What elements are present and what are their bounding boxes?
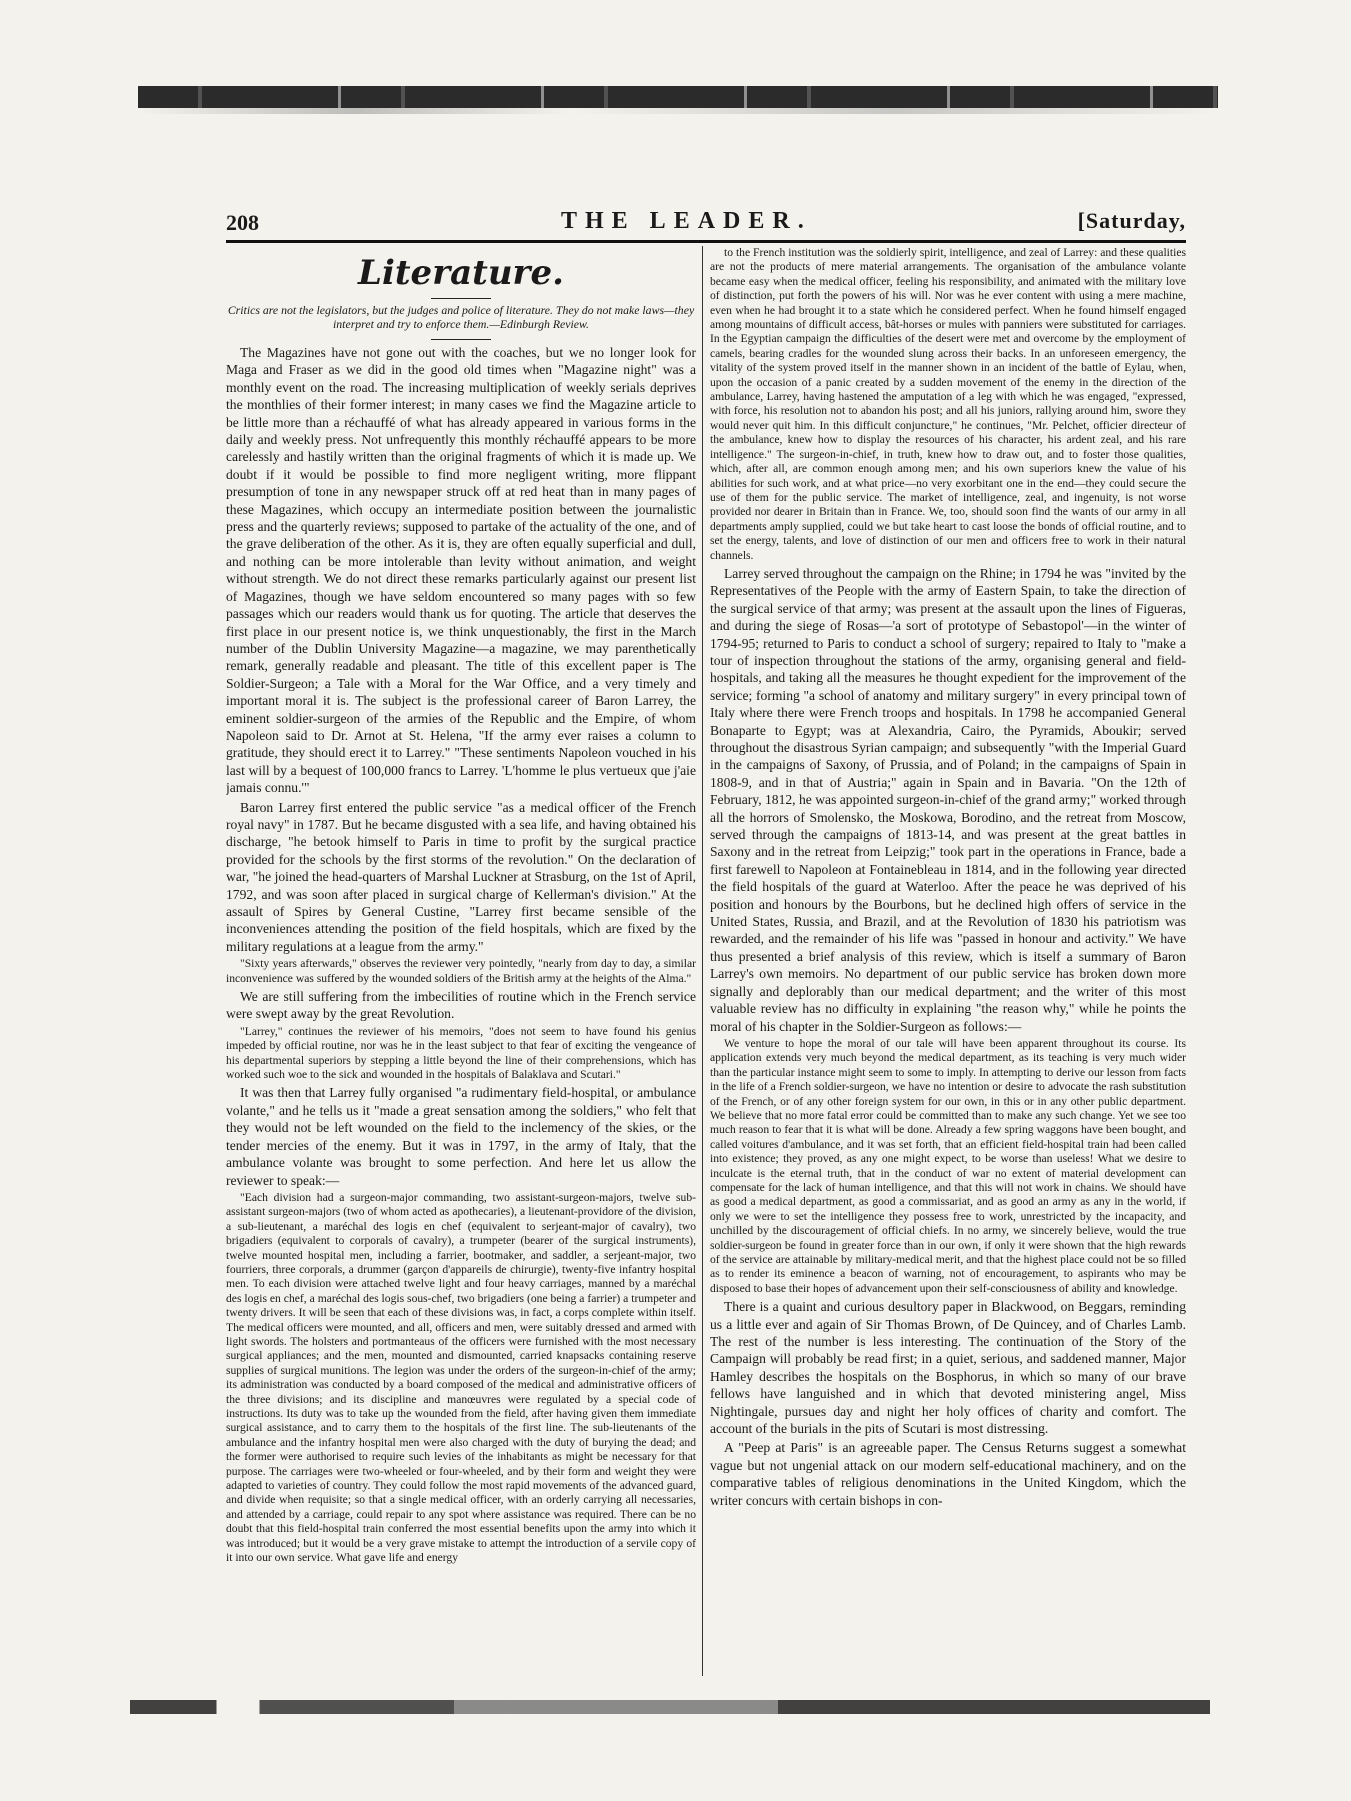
paragraph: A "Peep at Paris" is an agreeable paper. The Census Returns suggest a somewhat vague but not ungenial attack on our modern self-educational machinery, and on the comparative tables of religious denominations in the United Kingdom, which the writer concurs with certain bishops in con- bbox=[710, 1440, 1186, 1508]
newspaper-title: THE LEADER. bbox=[561, 208, 812, 234]
quoted-paragraph: "Each division had a surgeon-major commanding, two assistant-surgeon-majors, twelve sub-assistant surgeon-majors (two of whom acted as apothecaries), a lieutenant-providore of the division, a sub-lieutenant, a maréchal des logis en chef (equivalent to serjeant-major of cavalry), two brigadiers (equivalent to corporals of cavalry), a trumpeter (bearer of the surgical instruments), twelve mounted hospital men, including a farrier, bootmaker, and saddler, a serjeant-major, two fourriers, three corporals, a drummer (garçon d'appareils de chirurgie), twenty-five infantry hospital men. To each division were attached twelve light and four heavy carriages, manned by a maréchal des logis en chef, a maréchal des logis sous-chef, two brigadiers (one being a farrier) a trumpeter and twenty drivers. It will be seen that each of these divisions was, in fact, a corps complete within itself. The medical officers were mounted, and all, officers and men, were suitably dressed and armed with light swords. The holsters and portmanteaus of the officers were furnished with the most necessary surgical appliances; and the men, mounted and dismounted, carried knapsacks containing reserve supplies of surgical munitions. The legion was under the orders of the surgeon-in-chief of the army; its administration was conducted by a board composed of the medical and administrative officers of the three divisions; and its discipline and manœuvres were regulated by a special code of instructions. Its duty was to take up the wounded from the field, after having given them immediate surgical assistance, and to carry them to the hospitals of the first line. The sub-lieutenants of the ambulance and the infantry hospital men were also charged with the duty of burying the dead; and the former were authorised to require such levies of the inhabitants as might be necessary for that purpose. The carriages were two-wheeled or four-wheeled, and by their form and weight they were adapted to varieties of country. They could follow the most rapid movements of the advanced guard, and divide when requisite; so that a single medical officer, with an orderly carrying all necessaries, and attended by a carriage, could repair to any spot where assistance was required. There can be no doubt that this field-hospital train conferred the most essential benefits upon the army into which it was introduced; but it would be a very grave mistake to attempt the introduction of a servile copy of it into our own service. What gave life and energy bbox=[226, 1190, 696, 1565]
header-day: [Saturday, bbox=[1077, 208, 1186, 233]
scan-top-rule bbox=[138, 86, 1218, 108]
paragraph: It was then that Larrey fully organised "a rudimentary field-hospital, or ambulance volante," and he tells us it "made a great sensation among the soldiers," who felt that they would not be left wounded on the field to the inclemency of the skies, or the tender mercies of the enemy. But it was in 1797, in the army of Italy, that the ambulance volante was brought to some perfection. And here let us allow the reviewer to speak:— bbox=[226, 1085, 696, 1188]
section-title: Literature. bbox=[358, 253, 564, 293]
paragraph: We are still suffering from the imbecilities of routine which in the French service were swept away by the great Revolution. bbox=[226, 989, 696, 1022]
title-rule bbox=[431, 298, 491, 299]
column-divider bbox=[702, 246, 703, 1676]
paragraph: Larrey served throughout the campaign on the Rhine; in 1794 he was "invited by the Representatives of the People with the army of Eastern Spain, to take the direction of the surgical service of that army; was present at the assault upon the lines of Figueras, and during the siege of Rosas—'a sort of prototype of Sebastopol'—in the winter of 1794-95; returned to Paris to conduct a school of surgery; repaired to Italy to "make a tour of inspection throughout the stations of the army, organising general and field-hospitals, and taking all the measures he thought expedient for the improvement of the service; forming "a school of anatomy and military surgery" in every principal town of Italy where there were French troops and hospitals. In 1798 he accompanied General Bonaparte to Egypt; was at Alexandria, Cairo, the Pyramids, Aboukir; served throughout the disastrous Syrian campaign; and subsequently "with the Imperial Guard in the campaigns of Saxony, of Prussia, and of Poland; in the campaigns of Spain in 1808-9, and in that of Austria;" again in Spain and in Bavaria. "On the 12th of February, 1812, he was appointed surgeon-in-chief of the grand army;" worked through all the horrors of Smolensko, the Moskowa, Borodino, and the retreat from Moscow, served through the campaigns of 1813-14, and was present at the great battles in Saxony and in the retreat from Leipzig;" took part in the operations in France, bade a first farewell to Napoleon at Fontainebleau in 1814, and in the following year directed the field hospitals of the guard at Waterloo. After the peace he was deprived of his position and honours by the Bourbons, but he declined high offers of service in the United States, Russia, and Brazil, and at the Revolution of 1830 his patriotism was rewarded, and the remainder of his life was "passed in honour and activity." We have thus presented a brief analysis of this review, which is itself a summary of Baron Larrey's own memoirs. No department of our public service has broken down more signally and deplorably than our medical department; and the writer of this most valuable review has no difficulty in explaining "the reason why," while he points the moral of his chapter in the Soldier-Surgeon as follows:— bbox=[710, 565, 1186, 1034]
page-number: 208 bbox=[226, 210, 259, 235]
quoted-paragraph: to the French institution was the soldierly spirit, intelligence, and zeal of Larrey: and these qualities are not the products of mere material arrangements. The organisation of the ambulance volante became easy when the medical officer, feeling his responsibility, and animated with the military love of distinction, put forth the powers of his will. Nor was he ever content with using a mere machine, even when he had brought it to a state which he considered perfect. When he found himself engaged among mountains of difficult access, bât-horses or mules with panniers were substituted for carriages. In the Egyptian campaign the difficulties of the desert were met and overcome by the employment of camels, bearing cradles for the wounded slung across their backs. In an unforeseen emergency, the vitality of the system proved itself in the manner shown in an incident of the battle of Eylau, when, upon the occasion of a panic created by a sudden movement of the enemy in the direction of the ambulance, Larrey, having hastened the amputation of a leg with which he was engaged, "expressed, with force, his resolution not to abandon his post; and all his juniors, rallying around him, swore they would never quit him. In this difficult conjuncture," he continues, "Mr. Pelchet, officier directeur of the ambulance, knew how to display the resources of his character, his ardent zeal, and his rare intelligence." The surgeon-in-chief, in truth, knew how to draw out, and to foster those qualities, which, after all, are common enough among men; and his own superiors knew the value of his abilities for such work, and at what price—no very exorbitant one in the end—they could secure the use of them for the public service. The market of intelligence, zeal, and ingenuity, is not worse provided nor dearer in Britain than in France. We, too, should soon find the wants of our army in all departments amply supplied, could we but take heart to cast loose the bonds of official routine, and to set the energy, talents, and love of distinction of our men and officers free to work in their natural channels. bbox=[710, 246, 1186, 562]
epigraph: Critics are not the legislators, but the judges and police of literature. They do not make laws—they interpret and try to enforce them.—Edinburgh Review. bbox=[227, 303, 695, 331]
right-column bbox=[710, 246, 1186, 1676]
paragraph: Baron Larrey first entered the public service "as a medical officer of the French royal navy" in 1787. But he became disgusted with a sea life, and having obtained his discharge, "he betook himself to Paris in time to profit by the surgical practice provided for the schools by the first storms of the revolution." On the declaration of war, "he joined the head-quarters of Marshal Luckner at Strasburg, on the 1st of April, 1792, and was soon after placed in surgical charge of Kellerman's division." At the assault of Spires by General Custine, "Larrey first became sensible of the inconveniences attending the position of the field hospitals, which are fixed by the military regulations at a league from the army." bbox=[226, 799, 696, 954]
right-column-body bbox=[710, 246, 1186, 1509]
paragraph: There is a quaint and curious desultory paper in Blackwood, on Beggars, reminding us a little ever and again of Sir Thomas Brown, of De Quincey, and of Charles Lamb. The rest of the number is less interesting. The continuation of the Story of the Campaign will probably be read first; in a quiet, serious, and saddened manner, Major Hamley describes the hospitals on the Bosphorus, in which so many of our brave fellows have languished and in which that devoted ministering angel, Miss Nightingale, pursues day and night her holy offices of charity and comfort. The account of the burials in the pits of Scutari is most distressing. bbox=[710, 1299, 1186, 1437]
page-header bbox=[226, 208, 1186, 238]
quoted-paragraph: "Sixty years afterwards," observes the reviewer very pointedly, "nearly from day to day, a similar inconvenience was suffered by the wounded soldiers of the British army at the heights of the Alma." bbox=[226, 957, 696, 985]
left-column-body bbox=[226, 344, 696, 1565]
paragraph: The Magazines have not gone out with the coaches, but we no longer look for Maga and Fraser as we did in the good old times when "Magazine night" was a monthly event on the road. The increasing multiplication of weekly serials deprives the monthlies of their former interest; in many cases we find the Magazine article to be little more than a réchauffé of what has already appeared in various forms in the daily and weekly press. Not unfrequently this monthly réchauffé appears to be more carelessly and hastily written than the original fragments of which it is made up. We doubt if it would be possible to find more negligent writing, more flippant presumption of tone in any newspaper struck off at red heat than in many pages of these Magazines, which occupy an intermediate position between the journalistic press and the quarterly reviews; supposed to partake of the actuality of the one, and of the grave deliberation of the other. As it is, they are often equally superficial and dull, and nothing can be more intolerable than levity without animation, and weight without strength. We do not direct these remarks particularly against our present list of Magazines, though we have seldom encountered so many pages with so few passages which our readers would thank us for quoting. The article that deserves the first place in our present notice is, we think unquestionably, the first in the March number of the Dublin University Magazine—a magazine, we may parenthetically remark, generally readable and pleasant. The title of this excellent paper is The Soldier-Surgeon; a Tale with a Moral for the War Office, and a very timely and important moral it is. The subject is the professional career of Baron Larrey, the eminent soldier-surgeon of the armies of the Republic and the Empire, of whom Napoleon said to Dr. Arnot at St. Helena, "If the army ever raises a column to gratitude, they should erect it to Larrey." "These sentiments Napoleon vouched in his last will by a bequest of 100,000 francs to Larrey. 'L'homme le plus vertueux que j'aie jamais connu.'" bbox=[226, 345, 696, 796]
quoted-paragraph: We venture to hope the moral of our tale will have been apparent throughout its course. Its application extends very much beyond the medical department, as its teaching is very much wider than the particular instance might seem to some to imply. In attempting to derive our lesson from facts in the life of a French soldier-surgeon, we have no intention or desire to advocate the rash substitution of the French, or of any other foreign system for our own, in this or in any other public department. We believe that no more fatal error could be committed than to make any such change. Yet we see too much reason to fear that it is what will be done. Already a few spring waggons have been bought, and called voitures d'ambulance, and it was set forth, that an efficient field-hospital train had been called into existence; they proved, as any one might expect, to be worse than useless! What we desire to inculcate is the eternal truth, that in the conduct of war no extent of material development can compensate for the lack of human intelligence, and that this will not work in chains. We should have as good a medical department, as good a commissariat, and as good an army as any in the world, if only we were to set the intelligence they possess free to work, unrestricted by the incapacity, and unchilled by the discouragement of official chiefs. In no army, we sincerely believe, would the true soldier-surgeon be found in greater force than in our own, if only it were shown that the high rewards of the service are attainable by military-medical merit, and that the highest place could not be so filled as to render its eminence a beacon of warning, not of encouragement, to aspirants who may be disposed to base their hopes of advancement upon their self-consciousness of ability and knowledge. bbox=[710, 1036, 1186, 1295]
epigraph-rule bbox=[431, 339, 491, 340]
left-column bbox=[226, 246, 696, 1676]
quoted-paragraph: "Larrey," continues the reviewer of his memoirs, "does not seem to have found his genius impeded by official routine, nor was he in the least subject to that fear of exciting the vengeance of his departmental superiors by stepping a little beyond the line of their comprehensions, which has worked such woe to the sick and wounded in the hospitals of Balaklava and Scutari." bbox=[226, 1024, 696, 1082]
scan-top-shadow bbox=[138, 108, 1218, 114]
scan-bottom-rule bbox=[130, 1700, 1210, 1714]
header-rule bbox=[226, 240, 1186, 243]
